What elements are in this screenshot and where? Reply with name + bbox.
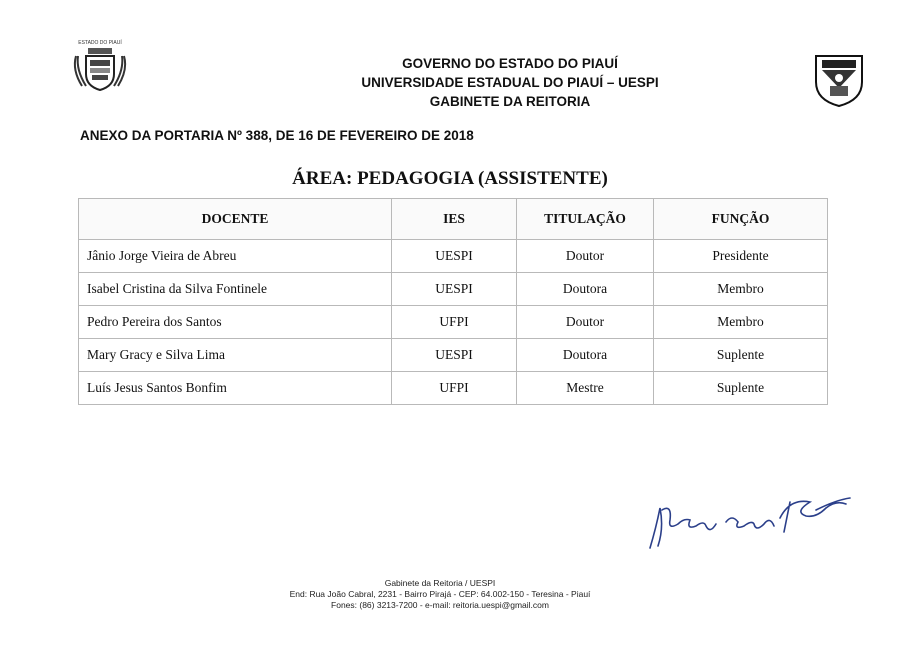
cell-docente: Jânio Jorge Vieira de Abreu [79,240,392,273]
cell-funcao: Suplente [654,339,828,372]
document-footer [0,578,880,611]
table-row [79,306,828,339]
area-title: ÁREA: PEDAGOGIA (ASSISTENTE) [292,168,608,189]
seal-caption: ESTADO DO PIAUÍ [78,40,122,46]
cell-titulacao: Doutor [517,306,654,339]
cell-titulacao: Mestre [517,372,654,405]
cell-ies: UESPI [392,273,517,306]
cell-titulacao: Doutor [517,240,654,273]
cell-funcao: Presidente [654,240,828,273]
header-titulacao: TITULAÇÃO [517,199,654,240]
footer-address: End: Rua João Cabral, 2231 - Bairro Pirajá - CEP: 64.002-150 - Teresina - Piauí [289,589,591,599]
header-office: GABINETE DA REITORIA [429,94,591,109]
cell-funcao: Membro [654,273,828,306]
cell-ies: UESPI [392,240,517,273]
cell-ies: UFPI [392,306,517,339]
cell-docente: Luís Jesus Santos Bonfim [79,372,392,405]
footer-contact: Fones: (86) 3213-7200 - e-mail: reitoria.uespi@gmail.com [331,600,549,610]
header-docente: DOCENTE [79,199,392,240]
rector-signature [640,488,870,558]
footer-office: Gabinete da Reitoria / UESPI [384,578,496,588]
document-header [280,54,740,111]
cell-docente: Mary Gracy e Silva Lima [79,339,392,372]
cell-ies: UFPI [392,372,517,405]
uespi-seal-icon [812,48,866,108]
table-header-row [79,199,828,240]
table [78,198,828,405]
cell-ies: UESPI [392,339,517,372]
table-row [79,372,828,405]
cell-funcao: Membro [654,306,828,339]
header-ies: IES [392,199,517,240]
cell-titulacao: Doutora [517,273,654,306]
piaui-state-seal-icon [68,36,132,96]
cell-docente: Isabel Cristina da Silva Fontinele [79,273,392,306]
table-row [79,339,828,372]
table-row [79,240,828,273]
header-funcao: FUNÇÃO [654,199,828,240]
cell-funcao: Suplente [654,372,828,405]
header-university: UNIVERSIDADE ESTADUAL DO PIAUÍ – UESPI [361,75,659,90]
cell-titulacao: Doutora [517,339,654,372]
header-government: GOVERNO DO ESTADO DO PIAUÍ [402,56,618,71]
cell-docente: Pedro Pereira dos Santos [79,306,392,339]
portaria-annex-title: ANEXO DA PORTARIA Nº 388, DE 16 DE FEVEREIRO DE 2018 [80,128,474,143]
committee-table [78,198,828,405]
table-row [79,273,828,306]
